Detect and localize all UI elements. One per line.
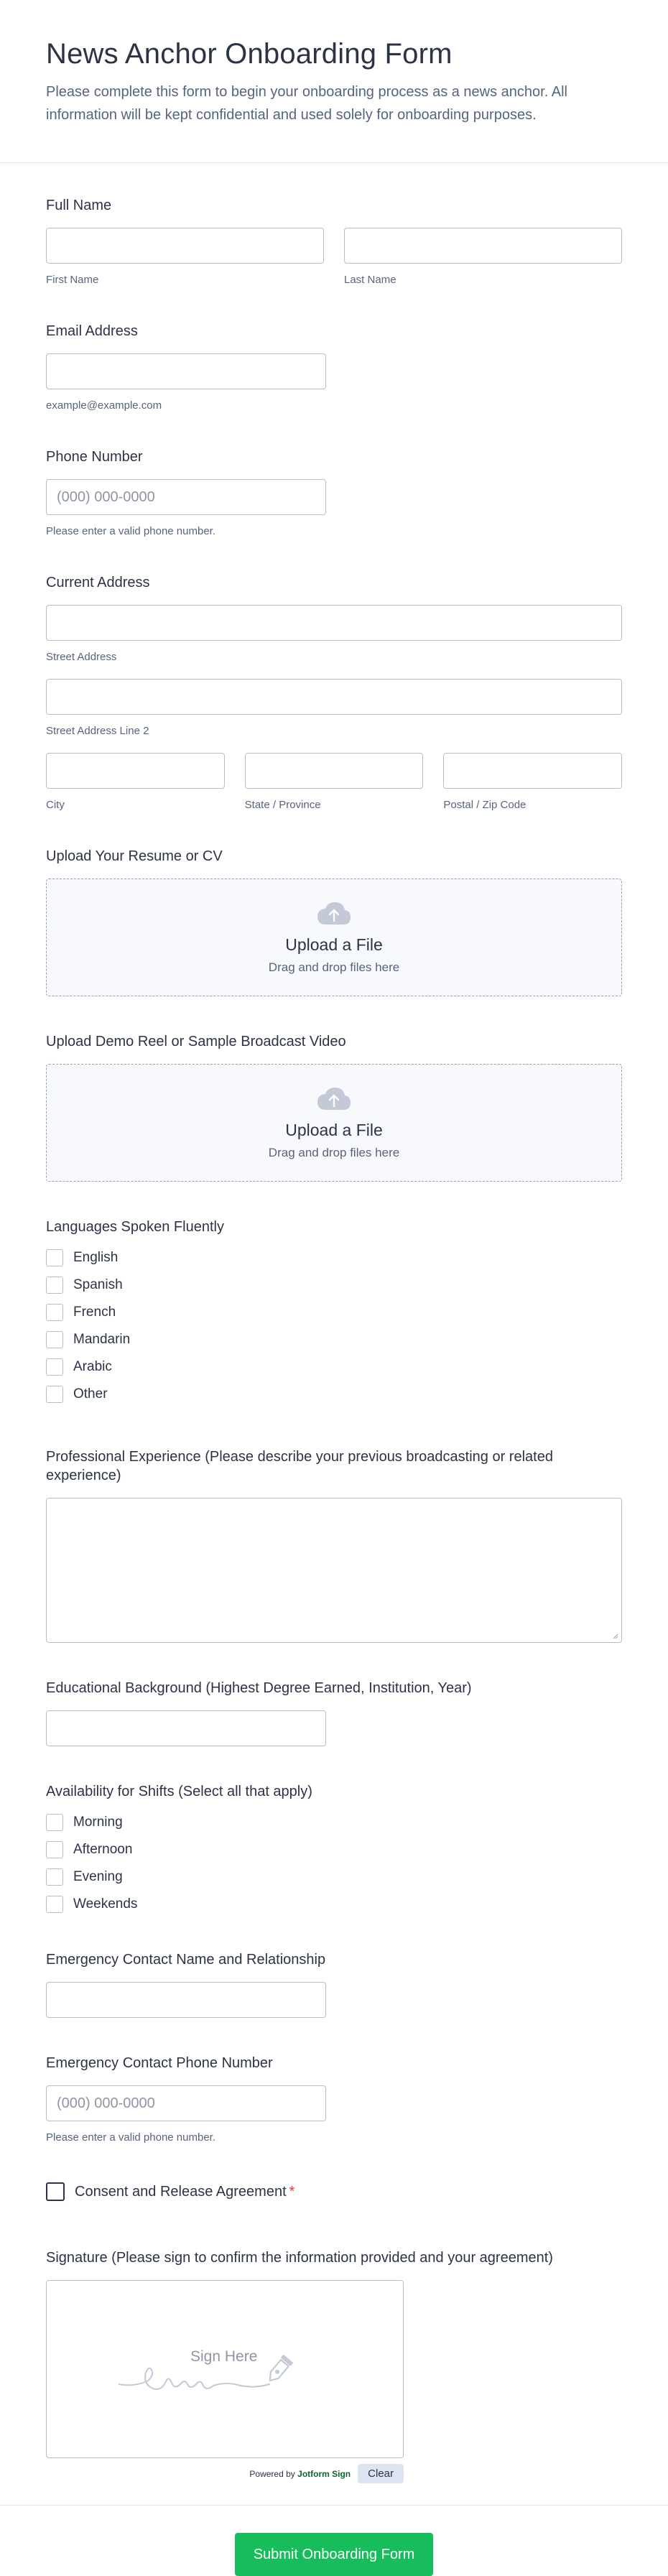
emergency-phone-label: Emergency Contact Phone Number — [46, 2055, 273, 2071]
option-label: Weekends — [73, 1896, 138, 1912]
education-input[interactable] — [46, 1710, 326, 1746]
consent-label: Consent and Release Agreement — [75, 2183, 287, 2200]
language-option-french[interactable] — [46, 1304, 622, 1321]
clear-signature-button[interactable]: Clear — [358, 2464, 404, 2483]
resume-upload-label: Upload Your Resume or CV — [46, 848, 223, 864]
experience-label: Professional Experience (Please describe your previous broadcasting or related experience) — [46, 1449, 553, 1483]
checkbox[interactable] — [46, 1304, 63, 1321]
street-address-2-input[interactable] — [46, 679, 622, 715]
experience-field — [46, 1447, 622, 1643]
email-sublabel: example@example.com — [46, 399, 162, 412]
onboarding-form — [0, 163, 668, 2483]
signature-field — [46, 2248, 622, 2483]
last-name-input[interactable] — [344, 228, 622, 264]
email-input[interactable] — [46, 353, 326, 389]
powered-by-text — [249, 2469, 351, 2479]
phone-input[interactable]: (000) 000-0000 — [46, 479, 326, 515]
address-label: Current Address — [46, 575, 150, 590]
street-address-2-sublabel: Street Address Line 2 — [46, 725, 149, 737]
emergency-phone-sublabel: Please enter a valid phone number. — [46, 2131, 215, 2144]
email-field — [46, 322, 622, 412]
state-sublabel: State / Province — [244, 799, 321, 811]
checkbox[interactable] — [46, 1868, 63, 1886]
option-label: Mandarin — [73, 1332, 131, 1347]
availability-field — [46, 1782, 622, 1913]
email-label: Email Address — [46, 323, 138, 339]
address-field — [46, 573, 622, 811]
availability-option-morning[interactable] — [46, 1814, 622, 1831]
phone-field — [46, 448, 622, 537]
option-label: Morning — [73, 1815, 123, 1830]
resume-upload-dropzone[interactable] — [46, 879, 622, 996]
language-option-spanish[interactable] — [46, 1277, 622, 1294]
submit-button[interactable]: Submit Onboarding Form — [235, 2533, 434, 2576]
language-option-arabic[interactable] — [46, 1358, 622, 1376]
cloud-upload-icon — [316, 1086, 352, 1111]
experience-textarea[interactable] — [46, 1498, 622, 1643]
option-label: Spanish — [73, 1277, 123, 1292]
checkbox[interactable] — [46, 1896, 63, 1913]
languages-field — [46, 1218, 622, 1403]
option-label: French — [73, 1305, 116, 1320]
availability-label: Availability for Shifts (Select all that apply) — [46, 1784, 312, 1799]
consent-field — [46, 2182, 622, 2201]
form-footer — [0, 2505, 668, 2576]
form-header — [0, 0, 668, 163]
demo-reel-upload-label: Upload Demo Reel or Sample Broadcast Video — [46, 1034, 346, 1050]
demo-reel-upload-field — [46, 1032, 622, 1182]
emergency-phone-field — [46, 2054, 622, 2144]
phone-label: Phone Number — [46, 449, 143, 465]
option-label: Other — [73, 1386, 108, 1401]
required-mark: * — [289, 2183, 295, 2200]
checkbox[interactable] — [46, 1814, 63, 1831]
full-name-label: Full Name — [46, 198, 112, 213]
city-sublabel: City — [46, 799, 65, 811]
street-address-input[interactable] — [46, 605, 622, 641]
language-option-mandarin[interactable] — [46, 1331, 622, 1348]
full-name-field — [46, 196, 622, 286]
first-name-sublabel: First Name — [46, 274, 99, 286]
option-label: Afternoon — [73, 1842, 133, 1857]
form-description: Please complete this form to begin your onboarding process as a news anchor. All information will be kept confidential and used solely for onboarding purposes. — [46, 84, 567, 123]
zip-sublabel: Postal / Zip Code — [443, 799, 526, 811]
checkbox[interactable] — [46, 1331, 63, 1348]
resume-upload-hint: Drag and drop files here — [268, 960, 400, 974]
consent-checkbox[interactable] — [46, 2182, 65, 2201]
option-label: Arabic — [73, 1359, 112, 1374]
languages-label: Languages Spoken Fluently — [46, 1219, 224, 1235]
education-label: Educational Background (Highest Degree Earned, Institution, Year) — [46, 1680, 472, 1696]
checkbox[interactable] — [46, 1386, 63, 1403]
availability-option-weekends[interactable] — [46, 1896, 622, 1913]
state-input[interactable] — [245, 753, 424, 789]
cloud-upload-icon — [316, 901, 352, 925]
powered-prefix: Powered by — [249, 2468, 295, 2479]
emergency-name-input[interactable] — [46, 1982, 326, 2018]
education-field — [46, 1679, 622, 1746]
demo-reel-upload-title: Upload a File — [285, 1120, 383, 1139]
resume-upload-field — [46, 847, 622, 996]
language-option-other[interactable] — [46, 1386, 622, 1403]
resize-grip-icon[interactable] — [611, 1632, 618, 1639]
checkbox[interactable] — [46, 1358, 63, 1376]
powered-brand: Jotform Sign — [297, 2468, 351, 2479]
availability-option-evening[interactable] — [46, 1868, 622, 1886]
last-name-sublabel: Last Name — [344, 274, 396, 286]
emergency-phone-input[interactable]: (000) 000-0000 — [46, 2085, 326, 2121]
phone-sublabel: Please enter a valid phone number. — [46, 525, 215, 537]
consent-checkbox-row[interactable] — [46, 2182, 622, 2201]
emergency-name-label: Emergency Contact Name and Relationship — [46, 1952, 326, 1968]
first-name-input[interactable] — [46, 228, 324, 264]
resume-upload-title: Upload a File — [285, 935, 383, 954]
availability-option-afternoon[interactable] — [46, 1841, 622, 1858]
signature-placeholder: Sign Here — [190, 2348, 258, 2365]
signature-label: Signature (Please sign to confirm the information provided and your agreement) — [46, 2250, 553, 2266]
street-address-sublabel: Street Address — [46, 651, 117, 663]
checkbox[interactable] — [46, 1841, 63, 1858]
demo-reel-upload-dropzone[interactable] — [46, 1064, 622, 1182]
emergency-name-field — [46, 1950, 622, 2018]
checkbox[interactable] — [46, 1249, 63, 1266]
city-input[interactable] — [46, 753, 225, 789]
option-label: Evening — [73, 1869, 123, 1884]
checkbox[interactable] — [46, 1277, 63, 1294]
language-option-english[interactable] — [46, 1249, 622, 1266]
form-title: News Anchor Onboarding Form — [46, 38, 453, 70]
signature-pad[interactable] — [46, 2280, 404, 2458]
option-label: English — [73, 1250, 119, 1265]
zip-input[interactable] — [443, 753, 622, 789]
demo-reel-upload-hint: Drag and drop files here — [268, 1145, 400, 1159]
